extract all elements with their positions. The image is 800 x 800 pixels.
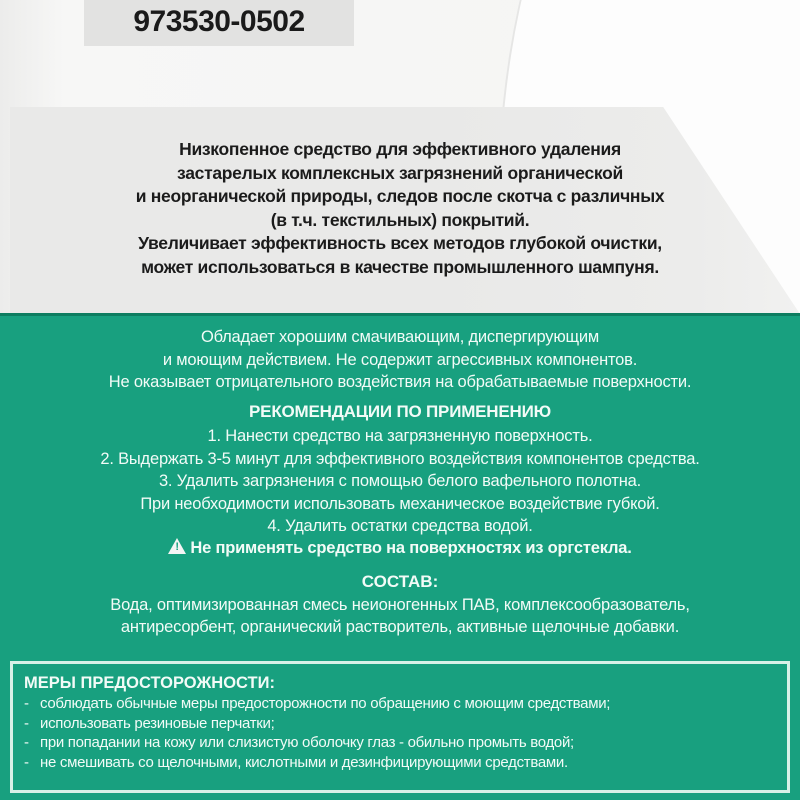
- step-item: 4. Удалить остатки средства водой.: [267, 517, 533, 535]
- intro-line: застарелых комплексных загрязнений органической: [177, 162, 623, 183]
- description: [0, 326, 800, 394]
- precaution-item: [24, 694, 784, 714]
- precautions: [24, 672, 784, 772]
- precautions-title: МЕРЫ ПРЕДОСТОРОЖНОСТИ:: [24, 674, 275, 692]
- composition-line: Вода, оптимизированная смесь неионогенных ПАВ, комплексообразователь,: [110, 596, 690, 614]
- precaution-text: при попадании на кожу или слизистую оболочку глаз - обильно промыть водой;: [40, 734, 574, 751]
- precaution-text: соблюдать обычные меры предосторожности по обращению с моющим средствами;: [40, 695, 611, 712]
- precaution-text: не смешивать со щелочными, кислотными и дезинфицирующими средствами.: [40, 753, 568, 771]
- warning-line: [0, 538, 800, 558]
- description-line: и моющим действием. Не содержит агрессивных компонентов.: [162, 350, 638, 369]
- intro-line: Увеличивает эффективность всех методов глубокой очистки,: [138, 233, 662, 253]
- intro-line: и неорганической природы, следов после скотча с различных: [135, 186, 665, 206]
- composition-text: [0, 594, 800, 638]
- warning-text: Не применять средство на поверхностях из оргстекла.: [190, 539, 632, 557]
- step-item: 1. Нанести средство на загрязненную поверхность.: [207, 427, 593, 445]
- composition-title: СОСТАВ:: [361, 572, 439, 591]
- green-panel-edge: [0, 313, 800, 316]
- composition-line: антиресорбент, органический растворитель, активные щелочные добавки.: [120, 618, 680, 636]
- recommendation-steps: [0, 425, 800, 538]
- bullet: -: [24, 734, 29, 751]
- precaution-item: [24, 753, 784, 773]
- step-item: 3. Удалить загрязнения с помощью белого вафельного полотна.: [158, 472, 642, 490]
- bullet: -: [24, 695, 29, 712]
- intro-line: Низкопенное средство для эффективного удаления: [179, 139, 621, 159]
- recommendations-title: РЕКОМЕНДАЦИИ ПО ПРИМЕНЕНИЮ: [249, 402, 551, 421]
- description-line: Обладает хорошим смачивающим, диспергирующим: [200, 328, 600, 346]
- intro-line: (в т.ч. текстильных) покрытий.: [270, 209, 530, 230]
- step-item: 2. Выдержать 3-5 минут для эффективного воздействия компонентов средства.: [100, 449, 700, 468]
- step-item: При необходимости использовать механическое воздействие губкой.: [140, 494, 660, 513]
- warning-triangle-icon: !: [168, 538, 186, 554]
- bullet: -: [24, 753, 29, 771]
- precaution-text: использовать резиновые перчатки;: [40, 714, 275, 732]
- description-line: Не оказывает отрицательного воздействия на обрабатываемые поверхности.: [108, 373, 692, 391]
- intro-line: может использоваться в качестве промышленного шампуня.: [141, 256, 659, 277]
- precaution-item: [24, 714, 784, 734]
- precaution-item: [24, 733, 784, 753]
- intro-text: [60, 138, 740, 279]
- product-code: 973530-0502: [133, 5, 305, 38]
- bullet: -: [24, 714, 29, 732]
